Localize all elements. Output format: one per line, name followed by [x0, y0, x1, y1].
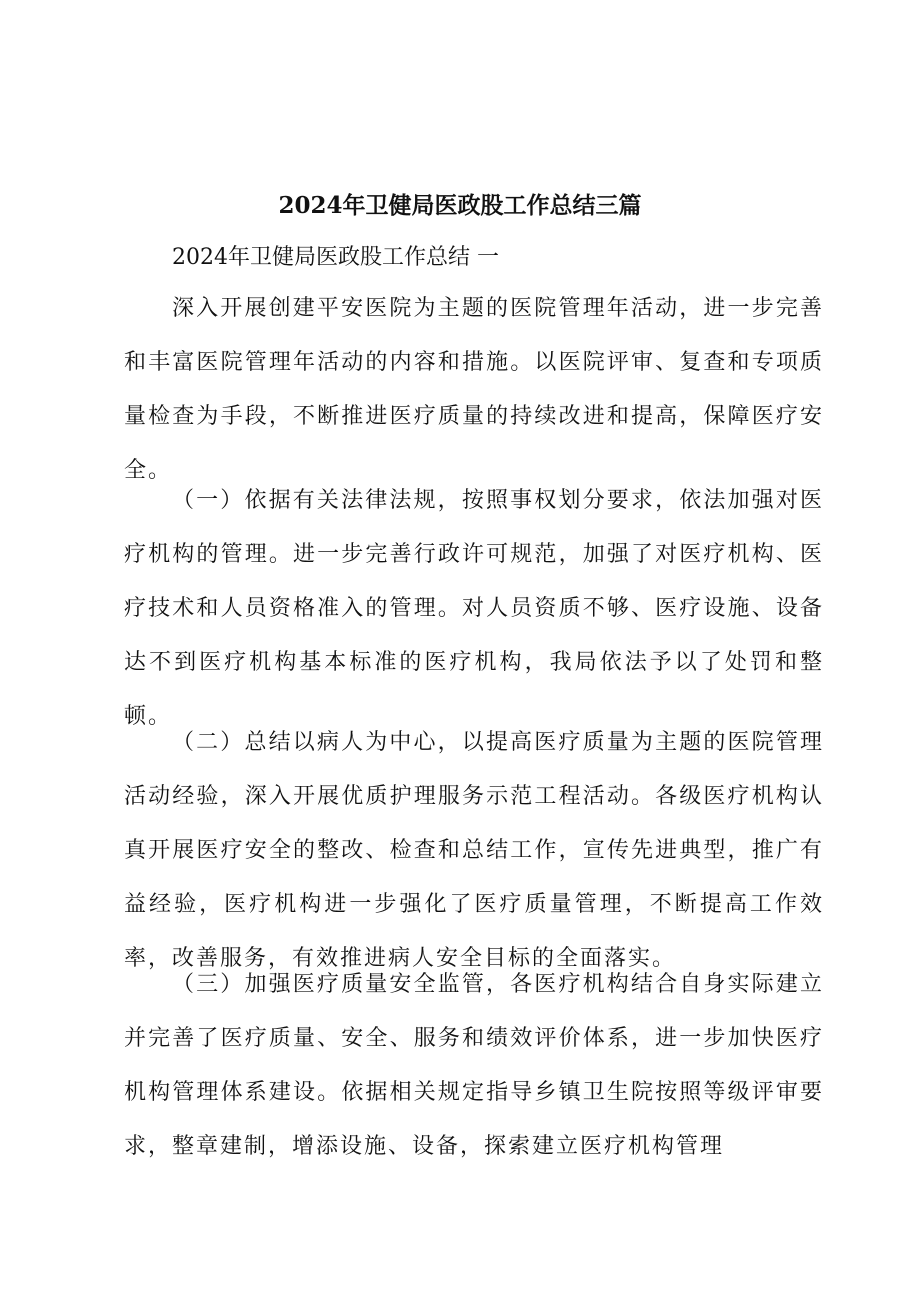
paragraph-item-2: （二）总结以病人为中心，以提高医疗质量为主题的医院管理活动经验，深入开展优质护理服务示范工程活动。各级医疗机构认真开展医疗安全的整改、检查和总结工作，宣传先进典型，推广有益经验，医疗机构进一步强化了医疗质量管理，不断提高工作效率，改善服务，有效推进病人安全目标的全面落实。 [124, 730, 824, 971]
paragraph-item-1: （一）依据有关法律法规，按照事权划分要求，依法加强对医疗机构的管理。进一步完善行政许可规范，加强了对医疗机构、医疗技术和人员资格准入的管理。对人员资质不够、医疗设施、设备达不到医疗机构基本标准的医疗机构，我局依法予以了处罚和整顿。 [124, 488, 824, 729]
section-heading: 2024年卫健局医政股工作总结 一 [172, 245, 499, 270]
document-title: 2024年卫健局医政股工作总结三篇 [278, 192, 642, 219]
paragraph-intro: 深入开展创建平安医院为主题的医院管理年活动，进一步完善和丰富医院管理年活动的内容和措施。以医院评审、复查和专项质量检查为手段，不断推进医疗质量的持续改进和提高，保障医疗安全。 [124, 296, 824, 483]
paragraph-item-3: （三）加强医疗质量安全监管，各医疗机构结合自身实际建立并完善了医疗质量、安全、服务和绩效评价体系，进一步加快医疗机构管理体系建设。依据相关规定指导乡镇卫生院按照等级评审要求，整章建制，增添设施、设备，探索建立医疗机构管理 [124, 972, 824, 1159]
